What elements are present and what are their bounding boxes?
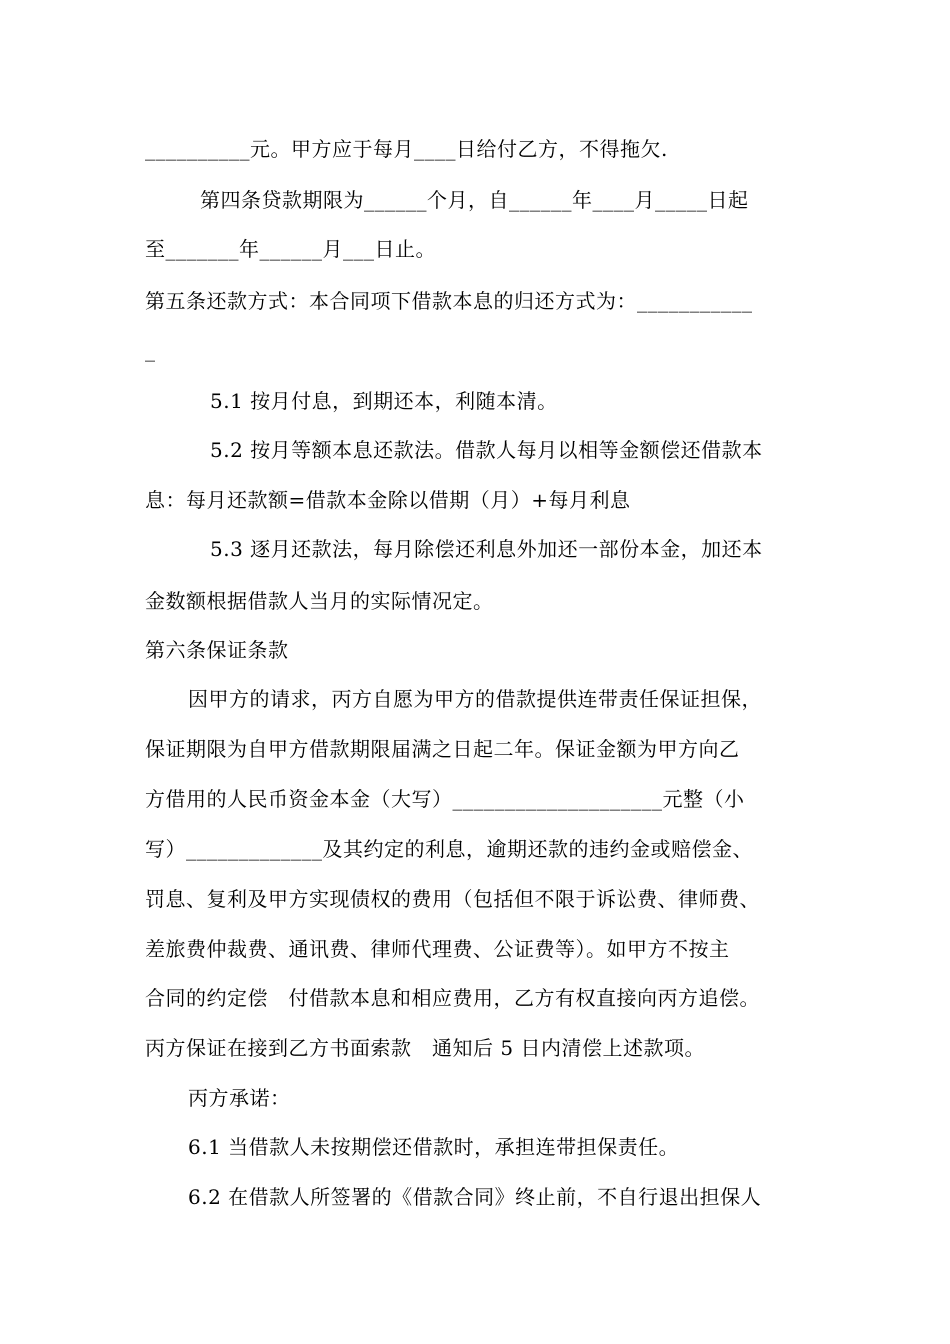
text-line-3: 至_______年______月___日止。 xyxy=(145,237,436,261)
text-line-6: 5.1 按月付息，到期还本，利随本清。 xyxy=(210,389,558,413)
text-line-20: 丙方承诺： xyxy=(188,1086,291,1110)
text-line-7: 5.2 按月等额本息还款法。借款人每月以相等金额偿还借款本 xyxy=(210,438,763,462)
text-line-8: 息：每月还款额=借款本金除以借期（月）+每月利息 xyxy=(145,488,631,512)
text-line-12: 因甲方的请求，丙方自愿为甲方的借款提供连带责任保证担保， xyxy=(188,687,762,711)
text-line-16: 罚息、复利及甲方实现债权的费用（包括但不限于诉讼费、律师费、 xyxy=(145,887,760,911)
text-line-13: 保证期限为自甲方借款期限届满之日起二年。保证金额为甲方向乙 xyxy=(145,737,740,761)
text-line-4: 第五条还款方式：本合同项下借款本息的归还方式为：___________ xyxy=(145,289,753,313)
text-line-2: 第四条贷款期限为______个月，自______年____月_____日起 xyxy=(200,188,749,212)
text-line-21: 6.1 当借款人未按期偿还借款时，承担连带担保责任。 xyxy=(188,1135,680,1159)
text-line-10: 金数额根据借款人当月的实际情况定。 xyxy=(145,589,494,613)
text-line-22: 6.2 在借款人所签署的《借款合同》终止前，不自行退出担保人 xyxy=(188,1185,762,1209)
text-line-5: _ xyxy=(145,338,156,362)
text-line-1: __________元。甲方应于每月____日给付乙方，不得拖欠. xyxy=(145,137,668,161)
text-line-15: 写）_____________及其约定的利息，逾期还款的违约金或赔偿金、 xyxy=(145,837,753,861)
text-line-11: 第六条保证条款 xyxy=(145,638,289,662)
text-line-18: 合同的约定偿 付借款本息和相应费用，乙方有权直接向丙方追偿。 xyxy=(145,986,760,1010)
text-line-14: 方借用的人民币资金本金（大写）____________________元整（小 xyxy=(145,787,745,811)
text-line-17: 差旅费仲裁费、通讯费、律师代理费、公证费等）。如甲方不按主 xyxy=(145,937,730,961)
text-line-19: 丙方保证在接到乙方书面索款 通知后 5 日内清偿上述款项。 xyxy=(145,1036,705,1060)
text-line-9: 5.3 逐月还款法，每月除偿还利息外加还一部份本金，加还本 xyxy=(210,537,763,561)
